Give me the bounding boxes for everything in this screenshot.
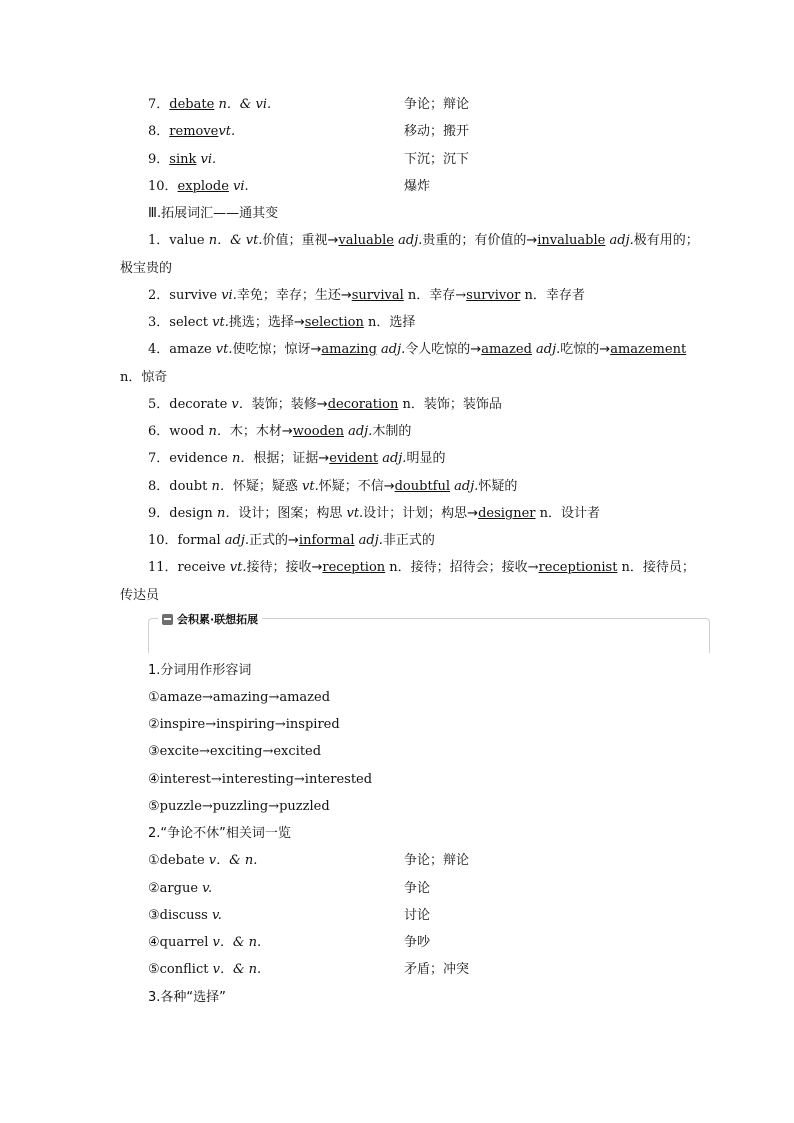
tip-box-title: 会积累·联想拓展 — [158, 611, 262, 627]
ext-item: 7．evidence n．根据；证据→evident adj.明显的 — [148, 451, 446, 466]
vocab-item — [148, 178, 249, 196]
vocab-meaning: 爆炸 — [404, 179, 431, 194]
debate-meaning: 争论；辩论 — [404, 853, 470, 868]
ext-item: 3．select vt.挑选；选择→selection n．选择 — [148, 315, 416, 330]
debate-word: ③discuss v. — [148, 908, 222, 923]
vocab-item — [148, 96, 271, 114]
debate-meaning: 争论 — [404, 881, 431, 896]
vocab-word: debate — [169, 97, 215, 112]
section-title: Ⅲ.拓展词汇——通其变 — [148, 206, 279, 221]
note-icon — [162, 614, 173, 625]
item-number: 7． — [148, 97, 170, 112]
debate-meaning: 讨论 — [404, 908, 431, 923]
ext-item-continued: 传达员 — [120, 588, 160, 603]
ext-item: 5．decorate v．装饰；装修→decoration n．装饰；装饰品 — [148, 397, 502, 412]
debate-word: ⑤conflict v．& n. — [148, 962, 262, 977]
ext-item: 1．value n．& vt.价值；重视→valuable adj.贵重的；有价值的→invaluable adj.极有用的； — [148, 233, 699, 248]
participle-item: ②inspire→inspiring→inspired — [148, 717, 340, 732]
participle-item: ④interest→interesting→interested — [148, 772, 373, 787]
subsection-title: 1.分词用作形容词 — [148, 663, 252, 678]
vocab-item — [148, 123, 235, 141]
subsection-title: 2.“争论不休”相关词一览 — [148, 826, 291, 841]
subsection-title: 3.各种“选择” — [148, 990, 226, 1005]
part-of-speech: vt. — [218, 124, 236, 139]
item-number: 10． — [148, 179, 178, 194]
item-number: 9． — [148, 152, 170, 167]
part-of-speech: vi. — [200, 152, 217, 167]
participle-item: ③excite→exciting→excited — [148, 744, 322, 759]
item-number: 8． — [148, 124, 170, 139]
vocab-word: sink — [169, 152, 197, 167]
part-of-speech: vi. — [233, 179, 249, 194]
debate-word: ②argue v. — [148, 881, 213, 896]
debate-meaning: 矛盾；冲突 — [404, 962, 470, 977]
part-of-speech: n．& vi. — [218, 97, 272, 112]
ext-item: 6．wood n．木；木材→wooden adj.木制的 — [148, 424, 412, 439]
debate-word: ④quarrel v．& n. — [148, 935, 262, 950]
participle-item: ⑤puzzle→puzzling→puzzled — [148, 799, 330, 814]
vocab-meaning: 下沉；沉下 — [404, 152, 470, 167]
vocab-word: remove — [169, 124, 219, 139]
vocab-word: explode — [177, 179, 229, 194]
ext-item-continued: 极宝贵的 — [120, 261, 173, 276]
ext-item-continued: n．惊奇 — [120, 370, 168, 385]
debate-meaning: 争吵 — [404, 935, 431, 950]
ext-item: 9．design n．设计；图案；构思 vt.设计；计划；构思→designer n．设计者 — [148, 506, 601, 521]
ext-item: 11．receive vt.接待；接收→reception n．接待；招待会；接收→receptionist n．接待员； — [148, 560, 695, 575]
ext-item: 4．amaze vt.使吃惊；惊讶→amazing adj.令人吃惊的→amazed adj.吃惊的→amazement — [148, 342, 687, 357]
ext-item: 8．doubt n．怀疑；疑惑 vt.怀疑；不信→doubtful adj.怀疑的 — [148, 479, 518, 494]
ext-item: 10．formal adj.正式的→informal adj.非正式的 — [148, 533, 435, 548]
participle-item: ①amaze→amazing→amazed — [148, 690, 331, 705]
debate-word: ①debate v．& n. — [148, 853, 258, 868]
vocab-item — [148, 151, 216, 169]
ext-item: 2．survive vi.幸免；幸存；生还→survival n．幸存→survivor n．幸存者 — [148, 288, 585, 303]
vocab-meaning: 移动；搬开 — [404, 124, 470, 139]
vocab-meaning: 争论；辩论 — [404, 97, 470, 112]
